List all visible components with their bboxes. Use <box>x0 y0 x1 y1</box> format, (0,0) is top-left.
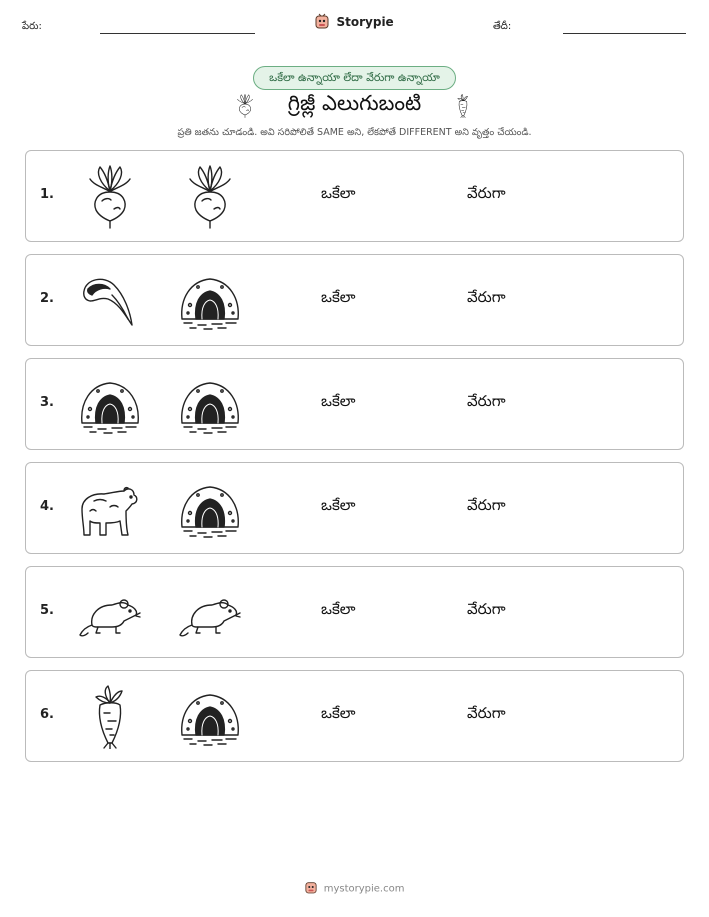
cave-icon <box>78 373 142 437</box>
same-option[interactable]: ఒకేలా <box>321 392 356 410</box>
cave-icon <box>178 373 242 437</box>
same-option[interactable]: ఒకేలా <box>321 600 356 618</box>
brand-logo <box>0 13 709 32</box>
footer <box>0 880 709 897</box>
carrot-icon <box>78 685 142 749</box>
storypie-mascot-icon <box>315 13 329 32</box>
cave-icon <box>178 269 242 333</box>
question-row <box>25 670 684 762</box>
same-option[interactable]: ఒకేలా <box>321 704 356 722</box>
question-row <box>25 566 684 658</box>
page-title: గ్రిజ్లీ ఎలుగుబంటి <box>287 91 422 115</box>
same-option[interactable]: ఒకేలా <box>321 288 356 306</box>
same-option[interactable]: ఒకేలా <box>321 496 356 514</box>
beet-icon <box>178 165 242 229</box>
bear-icon <box>76 477 140 541</box>
carrot-icon <box>451 90 475 126</box>
question-row <box>25 462 684 554</box>
instructions: ప్రతి జతను చూడండి. అవి సరిపోలితే SAME అని, లేకపోతే DIFFERENT అని వృత్తం చేయండి. <box>177 127 532 138</box>
storypie-mascot-icon <box>305 880 317 897</box>
different-option[interactable]: వేరుగా <box>467 184 506 202</box>
name-label: పేరు: <box>22 21 42 32</box>
date-label: తేదీ: <box>493 21 512 32</box>
question-row <box>25 358 684 450</box>
question-number: 6. <box>40 707 54 722</box>
footer-url[interactable]: mystorypie.com <box>323 883 405 895</box>
different-option[interactable]: వేరుగా <box>467 288 506 306</box>
mouse-icon <box>178 581 242 645</box>
same-option[interactable]: ఒకేలా <box>321 184 356 202</box>
claw-icon <box>78 269 142 333</box>
date-field[interactable] <box>563 33 686 34</box>
name-field[interactable] <box>100 33 255 34</box>
question-row <box>25 150 684 242</box>
different-option[interactable]: వేరుగా <box>467 496 506 514</box>
question-number: 1. <box>40 187 54 202</box>
question-number: 5. <box>40 603 54 618</box>
different-option[interactable]: వేరుగా <box>467 704 506 722</box>
mouse-icon <box>78 581 142 645</box>
worksheet-header <box>0 0 709 50</box>
beet-icon <box>78 165 142 229</box>
question-number: 2. <box>40 291 54 306</box>
cave-icon <box>178 477 242 541</box>
question-number: 3. <box>40 395 54 410</box>
different-option[interactable]: వేరుగా <box>467 392 506 410</box>
question-row <box>25 254 684 346</box>
cave-icon <box>178 685 242 749</box>
brand-name: Storypie <box>336 15 394 29</box>
activity-badge: ఒకేలా ఉన్నాయా లేదా వేరుగా ఉన్నాయా <box>253 66 456 90</box>
question-number: 4. <box>40 499 54 514</box>
different-option[interactable]: వేరుగా <box>467 600 506 618</box>
